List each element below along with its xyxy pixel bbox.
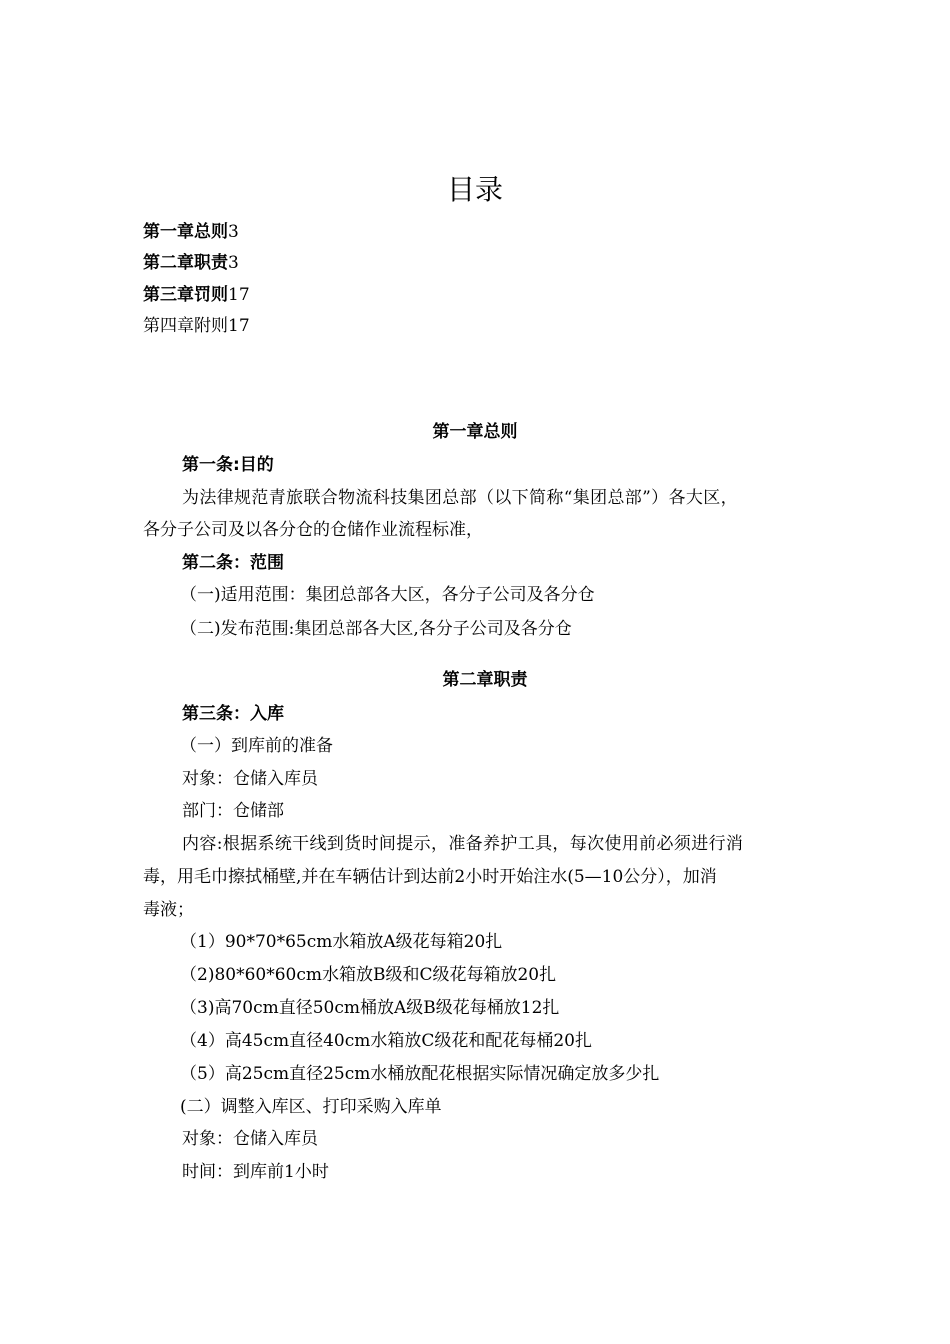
section1-content-line: 内容:根据系统干线到货时间提示，准备养护工具，每次使用前必须进行消: [182, 834, 744, 854]
toc-entry[interactable]: [143, 283, 250, 307]
toc-entry-page: 17: [228, 316, 250, 336]
toc-entry[interactable]: [143, 314, 250, 338]
toc-entry[interactable]: [143, 220, 239, 244]
section1-item: （4）高45cm直径40cm水箱放C级花和配花每桶20扎: [180, 1031, 593, 1051]
section1-target: 对象：仓储入库员: [182, 769, 318, 789]
toc-entry-label: 第三章罚则: [143, 285, 228, 305]
toc-entry-page: 3: [228, 253, 239, 273]
section1-content-line: 毒液；: [143, 900, 194, 920]
article1-body-line: 各分子公司及以各分仓的仓储作业流程标准，: [143, 520, 483, 540]
section1-item: （3)高70cm直径50cm桶放A级B级花每桶放12扎: [180, 998, 560, 1018]
article2-heading: 第二条：范围: [182, 553, 284, 573]
section1-content-line: 毒，用毛巾擦拭桶壁,并在车辆估计到达前2小时开始注水(5—10公分），加消: [143, 867, 717, 887]
section2-target: 对象：仓储入库员: [182, 1129, 318, 1149]
toc-entry-page: 3: [228, 222, 239, 242]
article1-body-line: 为法律规范青旅联合物流科技集团总部（以下简称“集团总部”）各大区，: [182, 488, 738, 508]
toc-entry-label: 第一章总则: [143, 222, 228, 242]
section1-item: （2)80*60*60cm水箱放B级和C级花每箱放20扎: [180, 965, 557, 985]
section1-dept: 部门：仓储部: [182, 801, 284, 821]
article2-item: （一)适用范围：集团总部各大区，各分子公司及各分仓: [180, 585, 595, 605]
toc-entry-page: 17: [228, 285, 250, 305]
chapter2-title: 第二章职责: [442, 670, 528, 690]
section1-title: （一）到库前的准备: [180, 736, 333, 756]
article2-item: （二)发布范围:集团总部各大区,各分子公司及各分仓: [180, 619, 572, 639]
section2-title: (二）调整入库区、打印采购入库单: [180, 1097, 442, 1117]
chapter1-title: 第一章总则: [432, 422, 518, 442]
toc-entry-label: 第四章附则: [143, 316, 228, 336]
section1-item: （1）90*70*65cm水箱放A级花每箱20扎: [180, 932, 503, 952]
section2-time: 时间：到库前1小时: [182, 1162, 329, 1182]
toc-entry[interactable]: [143, 251, 239, 275]
article3-heading: 第三条：入库: [182, 704, 284, 724]
section1-item: （5）高25cm直径25cm水桶放配花根据实际情况确定放多少扎: [180, 1064, 660, 1084]
toc-entry-label: 第二章职责: [143, 253, 228, 273]
article1-heading: 第一条:目的: [182, 455, 274, 475]
toc-title: 目录: [446, 173, 503, 206]
